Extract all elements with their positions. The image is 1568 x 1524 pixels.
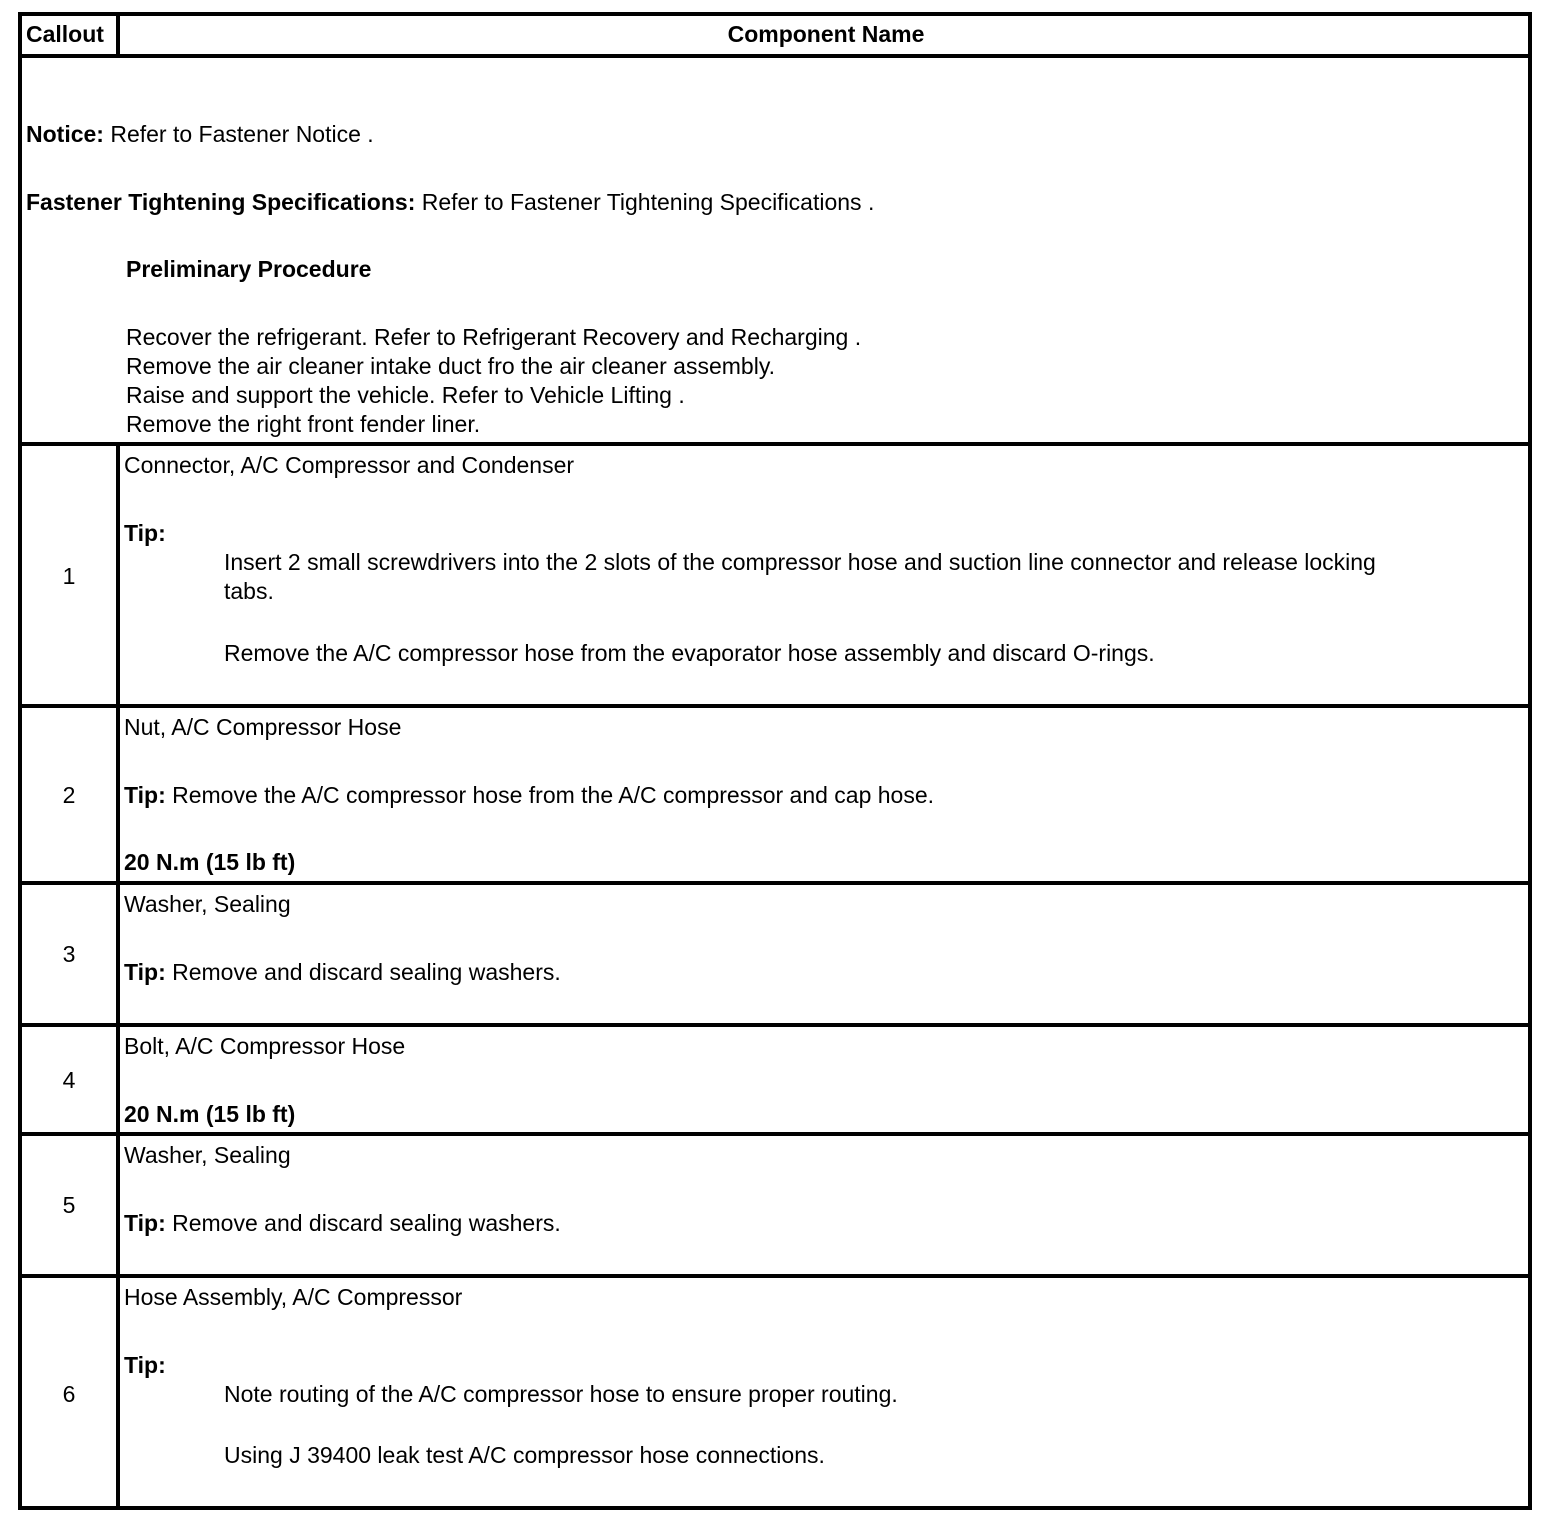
tip-label: Tip:: [124, 1352, 166, 1378]
notice-label: Notice:: [26, 121, 104, 147]
tip-label: Tip:: [124, 1210, 166, 1236]
callout-number: 2: [62, 782, 76, 808]
tip-text: Remove the A/C compressor hose from the A/C compressor and cap hose.: [165, 782, 935, 808]
preliminary-step: Remove the air cleaner intake duct fro the air cleaner assembly.: [126, 353, 775, 379]
tip-line: [124, 781, 934, 810]
callout-number: 4: [62, 1067, 76, 1093]
tip-line: Using J 39400 leak test A/C compressor hose connections.: [224, 1442, 825, 1468]
callout-number: 6: [62, 1381, 76, 1407]
tip-line: [124, 958, 561, 987]
preliminary-step: Recover the refrigerant. Refer to Refrigerant Recovery and Recharging .: [126, 324, 862, 350]
component-name: Bolt, A/C Compressor Hose: [124, 1033, 406, 1059]
component-name: Washer, Sealing: [124, 891, 291, 917]
callout-number: 5: [62, 1192, 76, 1218]
header-callout: Callout: [26, 21, 104, 47]
row-divider: [22, 54, 1528, 58]
component-name: Connector, A/C Compressor and Condenser: [124, 452, 575, 478]
tip-text: Remove and discard sealing washers.: [165, 959, 561, 985]
fastener-spec-line: [26, 188, 874, 217]
column-divider: [116, 443, 120, 1510]
torque-spec: 20 N.m (15 lb ft): [124, 849, 296, 875]
torque-spec: 20 N.m (15 lb ft): [124, 1101, 296, 1127]
preliminary-step: Raise and support the vehicle. Refer to Vehicle Lifting .: [126, 382, 685, 408]
component-name: Nut, A/C Compressor Hose: [124, 714, 402, 740]
fastener-spec-text: Refer to Fastener Tightening Specifications .: [415, 189, 875, 215]
tip-line: tabs.: [224, 578, 274, 604]
callout-number: 3: [62, 941, 76, 967]
tip-text: Remove and discard sealing washers.: [165, 1210, 561, 1236]
component-name: Hose Assembly, A/C Compressor: [124, 1284, 463, 1310]
tip-label: Tip:: [124, 782, 166, 808]
notice-text: Refer to Fastener Notice .: [103, 121, 374, 147]
row-divider: [22, 1023, 1528, 1027]
tip-label: Tip:: [124, 959, 166, 985]
component-name: Washer, Sealing: [124, 1142, 291, 1168]
tip-line: Note routing of the A/C compressor hose to ensure proper routing.: [224, 1381, 898, 1407]
tip-label: Tip:: [124, 520, 166, 546]
row-divider: [22, 881, 1528, 885]
component-table: [18, 12, 1532, 1510]
fastener-spec-label: Fastener Tightening Specifications:: [26, 189, 416, 215]
row-divider: [22, 442, 1528, 446]
row-divider: [22, 1274, 1528, 1278]
row-divider: [22, 704, 1528, 708]
notice-line: [26, 120, 374, 149]
preliminary-procedure-title: Preliminary Procedure: [126, 256, 372, 282]
callout-number: 1: [62, 563, 76, 589]
preliminary-step: Remove the right front fender liner.: [126, 411, 481, 437]
header-component-name: Component Name: [727, 21, 925, 47]
tip-line: [124, 1209, 561, 1238]
row-divider: [22, 1132, 1528, 1136]
tip-line: Insert 2 small screwdrivers into the 2 slots of the compressor hose and suction line connector and release locking: [224, 549, 1376, 575]
tip-line: Remove the A/C compressor hose from the evaporator hose assembly and discard O-rings.: [224, 640, 1155, 666]
